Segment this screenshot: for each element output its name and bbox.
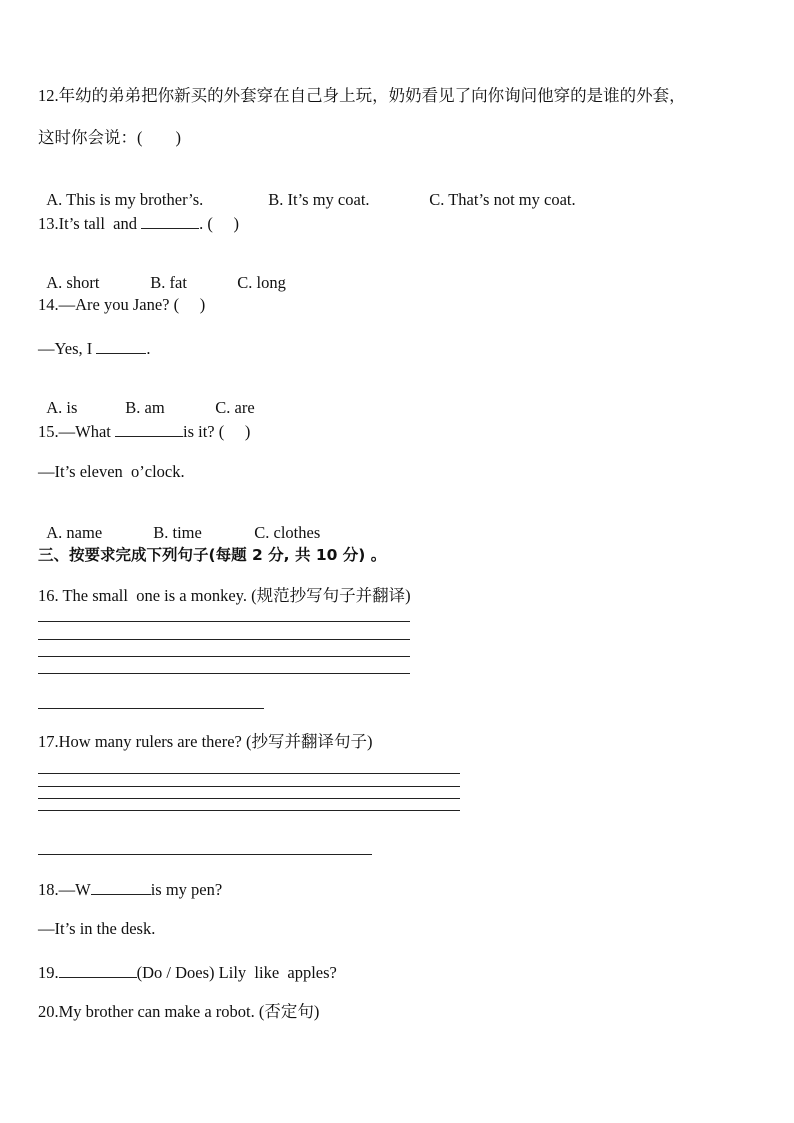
q15-reply: —It’s eleven o’clock. [38, 462, 185, 481]
q14-options [38, 378, 255, 418]
q13-option-b[interactable]: B. fat [150, 273, 187, 292]
q12-stem-line1: 12.年幼的弟弟把你新买的外套穿在自己身上玩，奶奶看见了向你询问他穿的是谁的外套， [38, 86, 686, 105]
q13-stem-post: . ( ) [199, 214, 239, 233]
q17-writing-line-4[interactable] [38, 810, 460, 811]
q15-stem-pre: 15.—What [38, 422, 115, 441]
q15-answer-blank[interactable] [115, 420, 183, 437]
q17-writing-line-1[interactable] [38, 773, 460, 774]
q19-stem [38, 961, 337, 983]
q18-reply: —It’s in the desk. [38, 919, 156, 938]
q17-stem: 17.How many rulers are there? (抄写并翻译句子) [38, 732, 373, 751]
q16-writing-line-4[interactable] [38, 673, 410, 674]
q15-option-a[interactable]: A. name [46, 523, 103, 542]
q14-option-c[interactable]: C. are [215, 398, 255, 417]
q16-writing-line-3[interactable] [38, 656, 410, 657]
q15-stem-post: is it? ( ) [182, 422, 251, 441]
q12-option-a[interactable]: A. This is my brother’s. [46, 190, 204, 209]
q16-stem: 16. The small one is a monkey. (规范抄写句子并翻译) [38, 586, 411, 605]
q17-writing-line-2[interactable] [38, 786, 460, 787]
q12-option-c[interactable]: C. That’s not my coat. [429, 190, 576, 209]
q16-writing-line-1[interactable] [38, 621, 410, 622]
q16-writing-line-2[interactable] [38, 639, 410, 640]
q13-stem [38, 212, 239, 234]
q15-options [38, 503, 320, 543]
q12-option-b[interactable]: B. It’s my coat. [268, 190, 370, 209]
q13-option-c[interactable]: C. long [237, 273, 286, 292]
q18-stem-pre: 18.—W [38, 880, 91, 899]
q18-answer-blank[interactable] [91, 878, 151, 895]
q12-stem-line2: 这时你会说：( ) [38, 128, 181, 147]
q13-options [38, 253, 286, 293]
section-3-heading: 三、按要求完成下列句子(每题 2 分, 共 10 分) 。 [38, 546, 387, 564]
q13-answer-blank[interactable] [141, 212, 199, 229]
q13-stem-pre: 13.It’s tall and [38, 214, 142, 233]
q15-stem [38, 420, 250, 442]
q14-stem: 14.—Are you Jane? ( ) [38, 295, 206, 314]
q13-option-a[interactable]: A. short [46, 273, 100, 292]
q19-number: 19. [38, 963, 59, 982]
q15-option-c[interactable]: C. clothes [254, 523, 321, 542]
q17-writing-line-3[interactable] [38, 798, 460, 799]
q14-reply [38, 337, 151, 359]
q15-option-b[interactable]: B. time [153, 523, 202, 542]
q19-stem-post: (Do / Does) Lily like apples? [136, 963, 337, 982]
q17-translation-line[interactable] [38, 854, 372, 855]
q18-stem-post: is my pen? [150, 880, 223, 899]
q20-stem: 20.My brother can make a robot. (否定句) [38, 1002, 320, 1021]
q14-option-b[interactable]: B. am [125, 398, 165, 417]
q14-reply-pre: —Yes, I [38, 339, 97, 358]
q12-options [38, 170, 576, 210]
q14-option-a[interactable]: A. is [46, 398, 78, 417]
q16-translation-line[interactable] [38, 708, 264, 709]
q19-answer-blank[interactable] [59, 961, 137, 978]
q14-answer-blank[interactable] [96, 337, 146, 354]
q14-reply-post: . [146, 339, 151, 358]
q18-stem [38, 878, 222, 900]
